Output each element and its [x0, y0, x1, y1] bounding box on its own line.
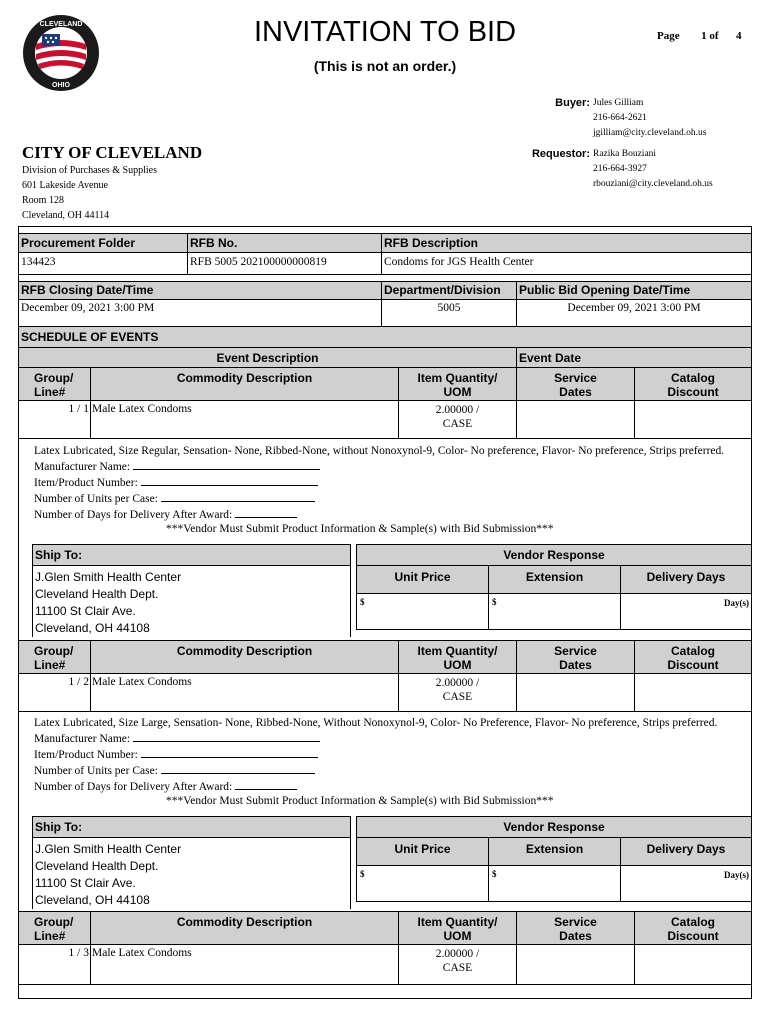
page-total: 4 — [736, 30, 742, 42]
service-dates-field[interactable] — [517, 945, 634, 984]
item-commodity: Male Latex Condoms — [92, 403, 192, 415]
delivery-days-label: Delivery Days — [646, 842, 726, 856]
page-number — [657, 30, 742, 42]
catalog-discount-field[interactable] — [635, 401, 751, 438]
extension-label: Extension — [525, 842, 584, 856]
delivery-days-input[interactable] — [621, 594, 751, 629]
ship-line2: Cleveland Health Dept. — [35, 587, 159, 601]
item-qty-value: 2.00000 / — [435, 677, 480, 689]
col-service: Service Dates — [554, 371, 597, 399]
city-seal-logo — [22, 14, 100, 92]
item-number-label: Item/Product Number: — [34, 749, 138, 761]
unit-price-currency: $ — [360, 597, 365, 607]
vendor-note: ***Vendor Must Submit Product Information & Sample(s) with Bid Submission*** — [166, 523, 554, 535]
ship-line2: Cleveland Health Dept. — [35, 859, 159, 873]
extension-input[interactable] — [489, 866, 620, 901]
schedule-title: SCHEDULE OF EVENTS — [21, 330, 159, 344]
org-address1: 601 Lakeside Avenue — [22, 180, 108, 191]
dept-value: 5005 — [437, 302, 461, 314]
units-label: Number of Units per Case: — [34, 493, 158, 505]
buyer-name: Jules Gilliam — [593, 98, 644, 108]
requestor-info — [593, 147, 713, 192]
delivery-days-label: Delivery Days — [646, 570, 726, 584]
rfb-desc: Condoms for JGS Health Center — [384, 256, 534, 268]
delivery-days-input[interactable] — [621, 866, 751, 901]
closing-date: December 09, 2021 3:00 PM — [21, 302, 155, 314]
buyer-phone: 216-664-2621 — [593, 113, 647, 123]
item-qty-value: 2.00000 / — [435, 404, 480, 416]
rfb-desc-label: RFB Description — [384, 236, 479, 250]
item-commodity: Male Latex Condoms — [92, 676, 192, 688]
item-number-line — [34, 746, 744, 762]
requestor-label: Requestor: — [531, 148, 590, 160]
manufacturer-label: Manufacturer Name: — [34, 461, 131, 473]
extension-label: Extension — [525, 570, 584, 584]
item-number-line — [34, 474, 744, 490]
col-catalog: Catalog Discount — [667, 915, 719, 943]
org-division: Division of Purchases & Supplies — [22, 165, 157, 176]
event-date-label: Event Date — [519, 351, 582, 365]
page-num: 1 — [701, 30, 707, 42]
opening-date: December 09, 2021 3:00 PM — [567, 302, 701, 314]
manufacturer-label: Manufacturer Name: — [34, 733, 131, 745]
item-uom: CASE — [442, 962, 473, 974]
org-name: CITY OF CLEVELAND — [22, 143, 203, 162]
units-input[interactable] — [161, 762, 315, 774]
manufacturer-input[interactable] — [133, 730, 320, 742]
item-qty — [399, 947, 516, 975]
ship-to-address — [35, 841, 181, 909]
delivery-line — [34, 778, 744, 794]
col-qty: Item Quantity/ UOM — [417, 371, 498, 399]
col-group-line: Group/ Line# — [34, 371, 74, 399]
service-dates-field[interactable] — [517, 674, 634, 711]
item-group-line: 1 / 3 — [68, 947, 89, 959]
col-group-line: Group/ Line# — [34, 915, 74, 943]
extension-currency: $ — [492, 869, 497, 879]
ship-line3: 11100 St Clair Ave. — [35, 604, 136, 618]
page-title: INVITATION TO BID — [253, 16, 517, 48]
units-input[interactable] — [161, 490, 315, 502]
col-commodity: Commodity Description — [176, 371, 313, 385]
requestor-email: rbouziani@city.cleveland.oh.us — [593, 179, 713, 189]
unit-price-label: Unit Price — [394, 570, 451, 584]
col-service: Service Dates — [554, 915, 597, 943]
extension-currency: $ — [492, 597, 497, 607]
item-commodity: Male Latex Condoms — [92, 947, 192, 959]
unit-price-input[interactable] — [357, 866, 488, 901]
page-of: of — [709, 30, 719, 42]
opening-label: Public Bid Opening Date/Time — [519, 283, 691, 297]
org-address3: Cleveland, OH 44114 — [22, 210, 110, 221]
manufacturer-line — [34, 458, 744, 474]
item-number-label: Item/Product Number: — [34, 477, 138, 489]
rfb-no: RFB 5005 202100000000819 — [190, 256, 327, 268]
ship-line4: Cleveland, OH 44108 — [35, 621, 150, 635]
col-qty: Item Quantity/ UOM — [417, 644, 498, 672]
service-dates-field[interactable] — [517, 401, 634, 438]
item-description — [34, 444, 744, 536]
col-service: Service Dates — [554, 644, 597, 672]
vendor-note: ***Vendor Must Submit Product Information & Sample(s) with Bid Submission*** — [166, 795, 554, 807]
manufacturer-line — [34, 730, 744, 746]
buyer-email: jgilliam@city.cleveland.oh.us — [593, 128, 707, 138]
item-number-input[interactable] — [141, 474, 318, 486]
requestor-phone: 216-664-3927 — [593, 164, 647, 174]
delivery-days-unit: Day(s) — [724, 598, 749, 608]
delivery-days-unit: Day(s) — [724, 870, 749, 880]
catalog-discount-field[interactable] — [635, 945, 751, 984]
svg-text:OHIO: OHIO — [52, 82, 70, 89]
ship-to-label: Ship To: — [35, 820, 83, 834]
ship-line3: 11100 St Clair Ave. — [35, 876, 136, 890]
buyer-label: Buyer: — [555, 97, 590, 109]
requestor-name: Razika Bouziani — [593, 149, 657, 159]
procurement-folder: 134423 — [21, 256, 56, 268]
extension-input[interactable] — [489, 594, 620, 629]
col-commodity: Commodity Description — [176, 915, 313, 929]
item-description — [34, 716, 744, 808]
event-desc-label: Event Description — [216, 351, 319, 365]
dept-label: Department/Division — [384, 283, 501, 297]
ship-line1: J.Glen Smith Health Center — [35, 842, 182, 856]
item-uom: CASE — [442, 418, 473, 430]
item-description-text: Latex Lubricated, Size Regular, Sensation- None, Ribbed-None, without Nonoxynol-9, Color- No preference, Flavor- No preference, Strips preferred. — [34, 445, 725, 457]
unit-price-input[interactable] — [357, 594, 488, 629]
col-group-line: Group/ Line# — [34, 644, 74, 672]
item-description-text: Latex Lubricated, Size Large, Sensation- None, Ribbed-None, Without Nonoxynol-9, Color- No Preference, Flavor- No preference, Strips preferred. — [34, 717, 718, 729]
closing-label: RFB Closing Date/Time — [21, 283, 154, 297]
delivery-label: Number of Days for Delivery After Award: — [34, 781, 233, 793]
org-address2: Room 128 — [22, 195, 64, 206]
ship-line1: J.Glen Smith Health Center — [35, 570, 182, 584]
manufacturer-input[interactable] — [133, 458, 320, 470]
vendor-response-label: Vendor Response — [503, 820, 605, 834]
item-group-line: 1 / 1 — [68, 403, 89, 415]
col-commodity: Commodity Description — [176, 644, 313, 658]
units-label: Number of Units per Case: — [34, 765, 158, 777]
col-catalog: Catalog Discount — [667, 644, 719, 672]
units-line — [34, 490, 744, 506]
item-qty — [399, 403, 516, 431]
ship-line4: Cleveland, OH 44108 — [35, 893, 150, 907]
units-line — [34, 762, 744, 778]
rfb-no-label: RFB No. — [190, 236, 238, 250]
org-address — [22, 163, 157, 223]
unit-price-label: Unit Price — [394, 842, 451, 856]
vendor-response-label: Vendor Response — [503, 548, 605, 562]
col-qty: Item Quantity/ UOM — [417, 915, 498, 943]
ship-to-label: Ship To: — [35, 548, 83, 562]
delivery-line — [34, 506, 744, 522]
col-catalog: Catalog Discount — [667, 371, 719, 399]
item-qty-value: 2.00000 / — [435, 948, 480, 960]
unit-price-currency: $ — [360, 869, 365, 879]
procurement-folder-label: Procurement Folder — [21, 236, 136, 250]
item-qty — [399, 676, 516, 704]
item-group-line: 1 / 2 — [68, 676, 89, 688]
page-label: Page — [657, 30, 680, 42]
ship-to-address — [35, 569, 181, 637]
catalog-discount-field[interactable] — [635, 674, 751, 711]
page-subtitle: (This is not an order.) — [313, 58, 457, 74]
delivery-input[interactable] — [235, 506, 297, 518]
svg-text:CLEVELAND: CLEVELAND — [39, 21, 83, 28]
delivery-input[interactable] — [235, 778, 297, 790]
item-uom: CASE — [442, 691, 473, 703]
buyer-info — [593, 96, 706, 141]
delivery-label: Number of Days for Delivery After Award: — [34, 509, 233, 521]
item-number-input[interactable] — [141, 746, 318, 758]
